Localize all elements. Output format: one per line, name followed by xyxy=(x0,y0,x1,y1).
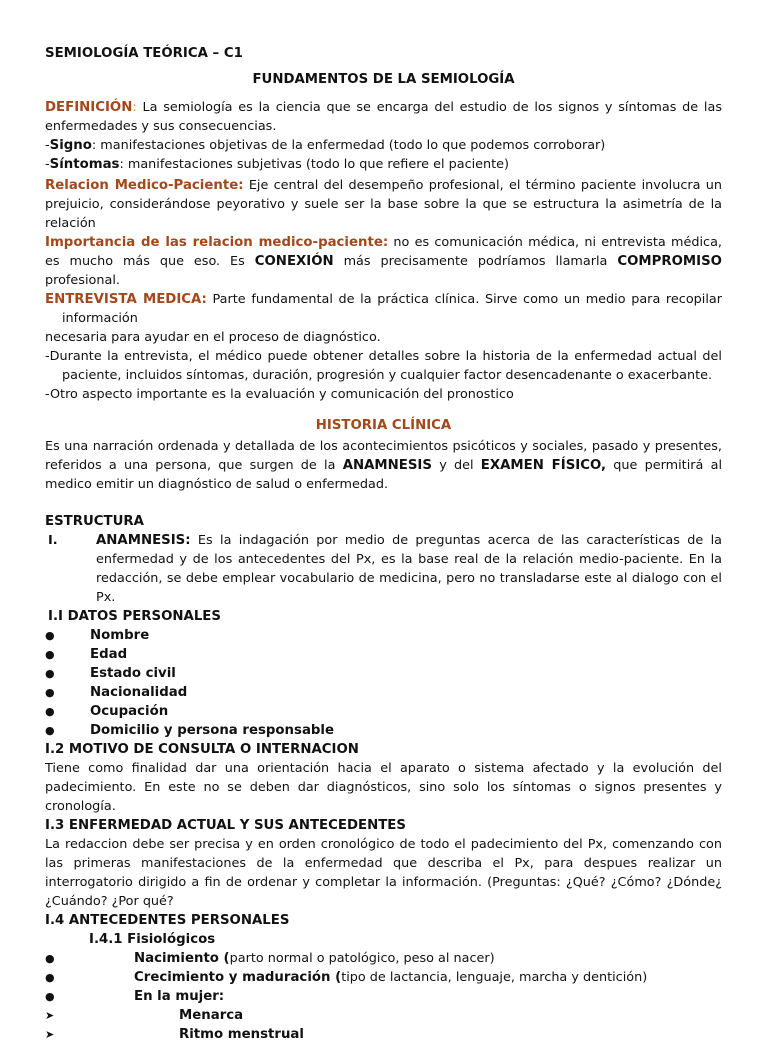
anamnesis-text: Es la indagación por medio de preguntas acerca de las características de la enfermedad y de los antecedentes del Px, es la base real de la relación medio-paciente. En la redacción, se debe emplear vocabulario de medicina, pero no transladarse este al dialogo con el Px. xyxy=(96,533,722,605)
arrow-bullet-icon: ➤ xyxy=(45,1028,55,1041)
list-item: ● Nombre xyxy=(45,628,150,643)
datos-list xyxy=(45,626,722,740)
entrevista-dash2: -Otro aspecto importante es la evaluación y comunicación del pronostico xyxy=(45,387,514,402)
importancia-text2: más precisamente podríamos llamarla xyxy=(333,254,618,269)
bullet-icon: ● xyxy=(45,971,55,984)
definicion-label: DEFINICIÓN xyxy=(45,100,133,115)
anamnesis-paragraph xyxy=(96,531,722,607)
list-item: ● En la mujer: xyxy=(45,989,225,1004)
historia-text1: Es una narración ordenada y detallada de los acontecimientos psicóticos y sociales, pasado y presentes, referidos a una persona, que surgen de la xyxy=(45,439,722,473)
enfermedad-title: I.3 ENFERMEDAD ACTUAL Y SUS ANTECEDENTES xyxy=(45,818,406,833)
definicion-text: La semiología es la ciencia que se encarga del estudio de los signos y síntomas de las enfermedades y sus consecuencias. xyxy=(45,100,722,134)
relacion-paragraph xyxy=(45,176,722,233)
bullet-icon: ● xyxy=(45,648,55,661)
sintomas-text: : manifestaciones subjetivas (todo lo que refiere el paciente) xyxy=(119,157,510,172)
list-item: ➤ Menarca xyxy=(45,1008,244,1023)
sintomas-prefix: - xyxy=(45,157,50,172)
entrevista-label: ENTREVISTA MEDICA: xyxy=(45,292,207,307)
bullet-icon: ● xyxy=(45,686,55,699)
course-title: SEMIOLOGÍA TEÓRICA – C1 xyxy=(45,46,243,61)
motivo-paragraph: Tiene como finalidad dar una orientación hacia el aparato o sistema afectado y la evolución del padecimiento. En este no se deben dar diagnósticos, sino solo los síntomas o signos presentes y cronología. xyxy=(45,761,722,814)
arrow-bullet-icon: ➤ xyxy=(45,1009,55,1022)
anamnesis-label: ANAMNESIS: xyxy=(96,533,191,548)
list-item: ● Nacionalidad xyxy=(45,685,188,700)
signo-label: Signo xyxy=(49,138,92,153)
importancia-label: Importancia de las relacion medico-paciente: xyxy=(45,235,389,250)
list-item: ● Domicilio y persona responsable xyxy=(45,723,335,738)
relacion-text: Eje central del desempeño profesional, el término paciente involucra un prejuicio, considerándose peyorativo y suele ser la base sobre la que se estructura la asimetría de la relación xyxy=(45,178,722,231)
fisiologicos-list xyxy=(45,949,722,1006)
entrevista-text: Parte fundamental de la práctica clínica. Sirve como un medio para recopilar información xyxy=(62,292,722,326)
importancia-text1: no es comunicación médica, ni entrevista médica, es mucho más que eso. Es xyxy=(45,235,722,269)
importancia-text3: profesional. xyxy=(45,273,120,288)
signo-text: : manifestaciones objetivas de la enfermedad (todo lo que podemos corroborar) xyxy=(91,138,606,153)
sintomas-label: Síntomas xyxy=(49,157,120,172)
entrevista-continuation: necesaria para ayudar en el proceso de diagnóstico. xyxy=(45,330,381,345)
motivo-title: I.2 MOTIVO DE CONSULTA O INTERNACION xyxy=(45,742,359,757)
signo-prefix: - xyxy=(45,138,50,153)
examen-fisico-bold: EXAMEN FÍSICO, xyxy=(480,458,607,473)
roman-numeral: I. xyxy=(48,533,58,548)
historia-text3: que permitirá al medico emitir un diagnóstico de salud o enfermedad. xyxy=(45,458,722,492)
bullet-icon: ● xyxy=(45,629,55,642)
list-item: ➤ Ritmo menstrual xyxy=(45,1027,304,1042)
sintomas-line xyxy=(45,155,722,174)
conexion-bold: CONEXIÓN xyxy=(254,254,334,269)
historia-title: HISTORIA CLÍNICA xyxy=(315,418,452,433)
historia-text2: y del xyxy=(431,458,481,473)
compromiso-bold: COMPROMISO xyxy=(617,254,722,269)
list-item: ● Estado civil xyxy=(45,666,176,681)
entrevista-dash1: -Durante la entrevista, el médico puede obtener detalles sobre la historia de la enfermedad actual del paciente, incluidos síntomas, duración, progresión y cualquier factor desencadenante o exacerbante. xyxy=(45,349,722,383)
list-item: ● Crecimiento y maduración (tipo de lactancia, lenguaje, marcha y dentición) xyxy=(45,970,648,985)
entrevista-paragraph xyxy=(45,290,722,328)
bullet-icon: ● xyxy=(45,952,55,965)
bullet-icon: ● xyxy=(45,667,55,680)
bullet-icon: ● xyxy=(45,705,55,718)
enfermedad-paragraph: La redaccion debe ser precisa y en orden cronológico de todo el padecimiento del Px, comenzando con las primeras manifestaciones de la enfermedad que describa el Px, para despues realizar un interrogatorio dirigido a fin de ordenar y completar la información. (Preguntas: ¿Qué? ¿Cómo? ¿Dónde¿ ¿Cuándo? ¿Por qué? xyxy=(45,837,722,909)
anamnesis-bold: ANAMNESIS xyxy=(342,458,432,473)
list-item: ● Edad xyxy=(45,647,128,662)
mujer-list xyxy=(45,1006,722,1044)
bullet-icon: ● xyxy=(45,724,55,737)
list-item: ● Nacimiento (parto normal o patológico, peso al nacer) xyxy=(45,951,495,966)
signo-line xyxy=(45,136,722,155)
historia-paragraph xyxy=(45,437,722,494)
estructura-title: ESTRUCTURA xyxy=(45,514,144,529)
datos-title: I.I DATOS PERSONALES xyxy=(48,609,221,624)
main-title: FUNDAMENTOS DE LA SEMIOLOGÍA xyxy=(252,72,515,87)
bullet-icon: ● xyxy=(45,990,55,1003)
relacion-label: Relacion Medico-Paciente: xyxy=(45,178,244,193)
fisiologicos-subtitle: I.4.1 Fisiológicos xyxy=(89,932,216,947)
antecedentes-title: I.4 ANTECEDENTES PERSONALES xyxy=(45,913,290,928)
importancia-paragraph xyxy=(45,233,722,290)
list-item: ● Ocupación xyxy=(45,704,169,719)
definicion-colon: : xyxy=(132,100,137,115)
definicion-paragraph xyxy=(45,98,722,136)
anamnesis-section xyxy=(45,531,722,607)
